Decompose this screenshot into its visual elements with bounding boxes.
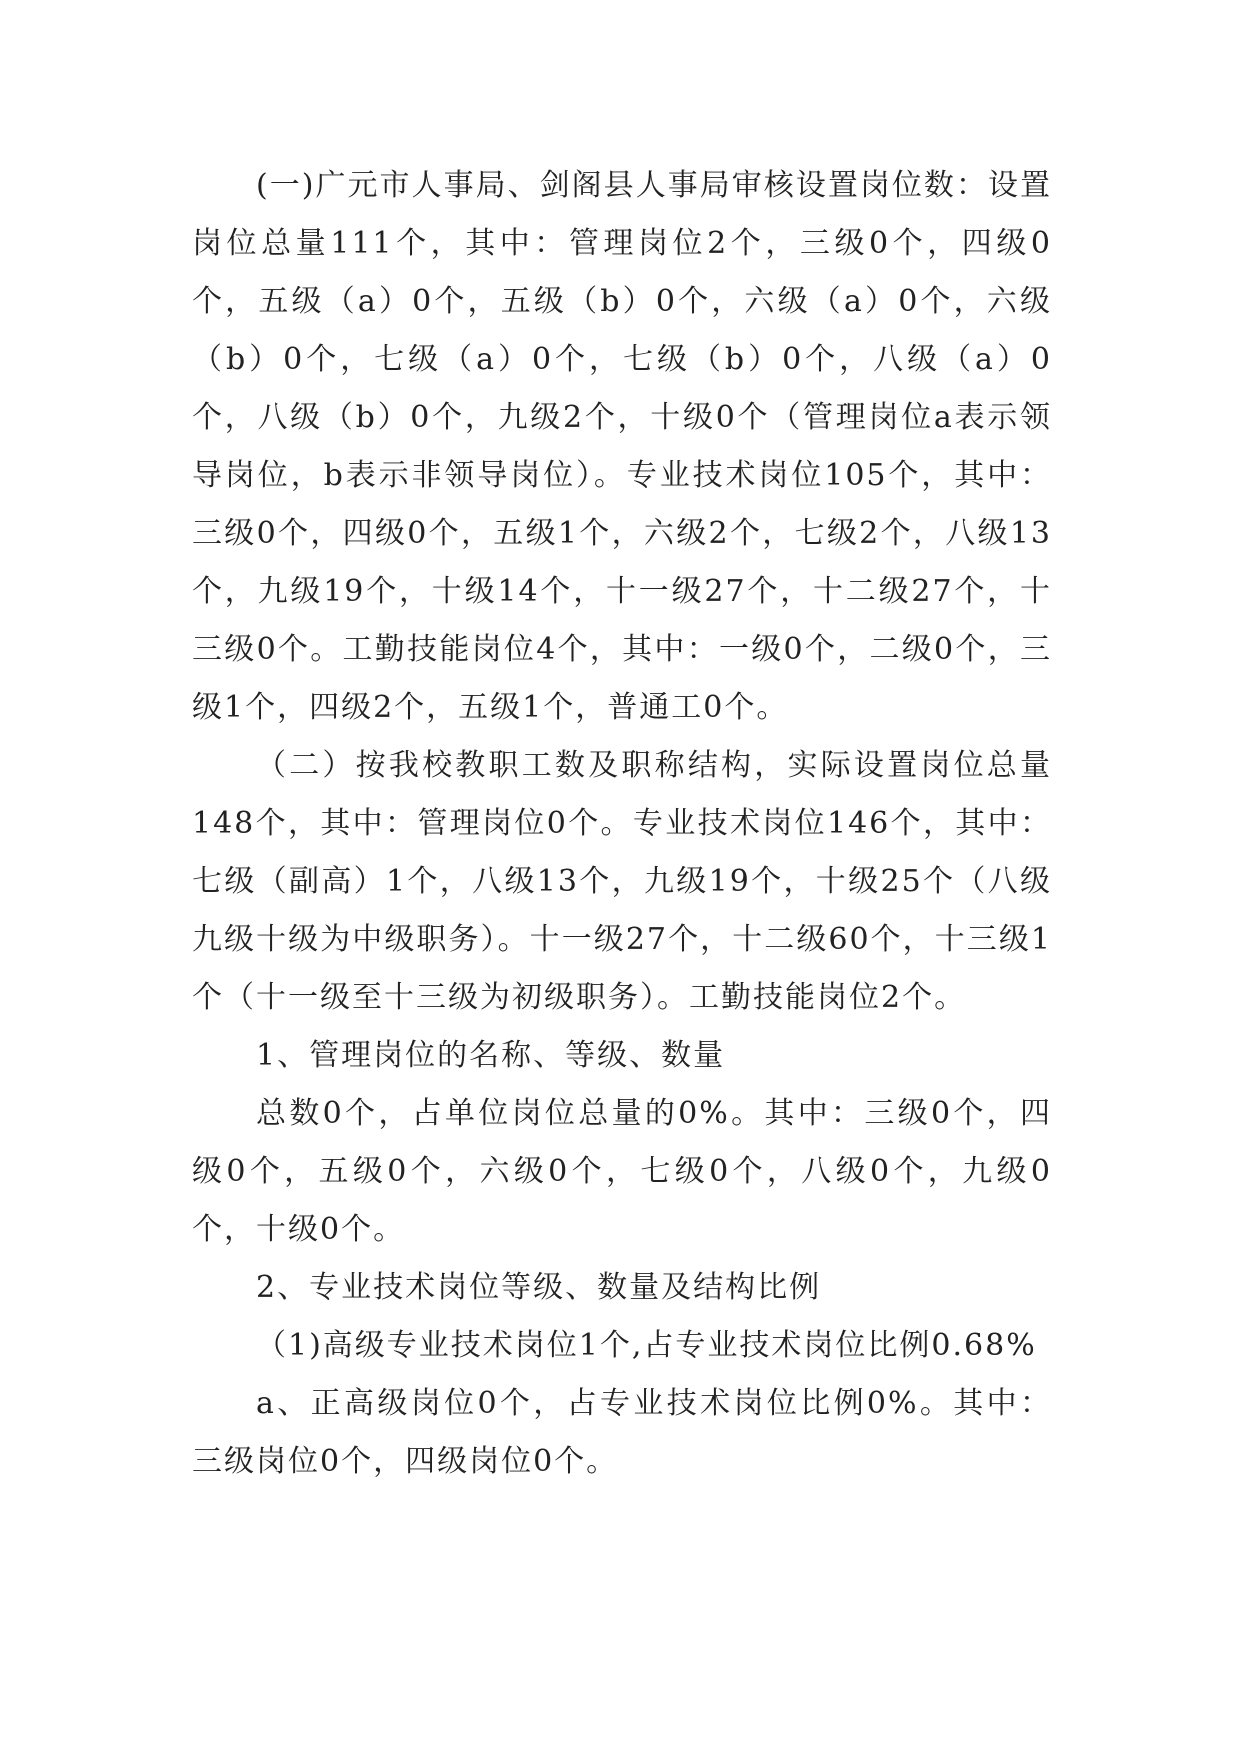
heading-professional-positions: 2、专业技术岗位等级、数量及结构比例 (256, 1270, 822, 1305)
paragraph-management-total: 总数0个，占单位岗位总量的0%。其中：三级0个，四级0个，五级0个，六级0个，七级0个，八级0个，九级0个，十级0个。 (192, 1096, 1052, 1247)
paragraph-senior-professional: （1)高级专业技术岗位1个,占专业技术岗位比例0.68% (256, 1328, 1037, 1363)
document-body (192, 157, 1052, 1491)
paragraph-actual-positions: （二）按我校教职工数及职称结构，实际设置岗位总量148个，其中：管理岗位0个。专业技术岗位146个，其中：七级（副高）1个，八级13个，九级19个，十级25个（八级九级十级为中级职务）。十一级27个，十二级60个，十三级1个（十一级至十三级为初级职务）。工勤技能岗位2个。 (192, 748, 1052, 1015)
paragraph-approved-positions: (一)广元市人事局、剑阁县人事局审核设置岗位数：设置岗位总量111个，其中：管理岗位2个，三级0个，四级0个，五级（a）0个，五级（b）0个，六级（a）0个，六级（b）0个，七级（a）0个，七级（b）0个，八级（a）0个，八级（b）0个，九级2个，十级0个（管理岗位a表示领导岗位，b表示非领导岗位）。专业技术岗位105个，其中：三级0个，四级0个，五级1个，六级2个，七级2个，八级13个，九级19个，十级14个，十一级27个，十二级27个，十三级0个。工勤技能岗位4个，其中：一级0个，二级0个，三级1个，四级2个，五级1个，普通工0个。 (192, 168, 1052, 725)
heading-management-positions: 1、管理岗位的名称、等级、数量 (256, 1038, 726, 1073)
paragraph-full-senior: a、正高级岗位0个，占专业技术岗位比例0%。其中：三级岗位0个，四级岗位0个。 (192, 1386, 1052, 1479)
